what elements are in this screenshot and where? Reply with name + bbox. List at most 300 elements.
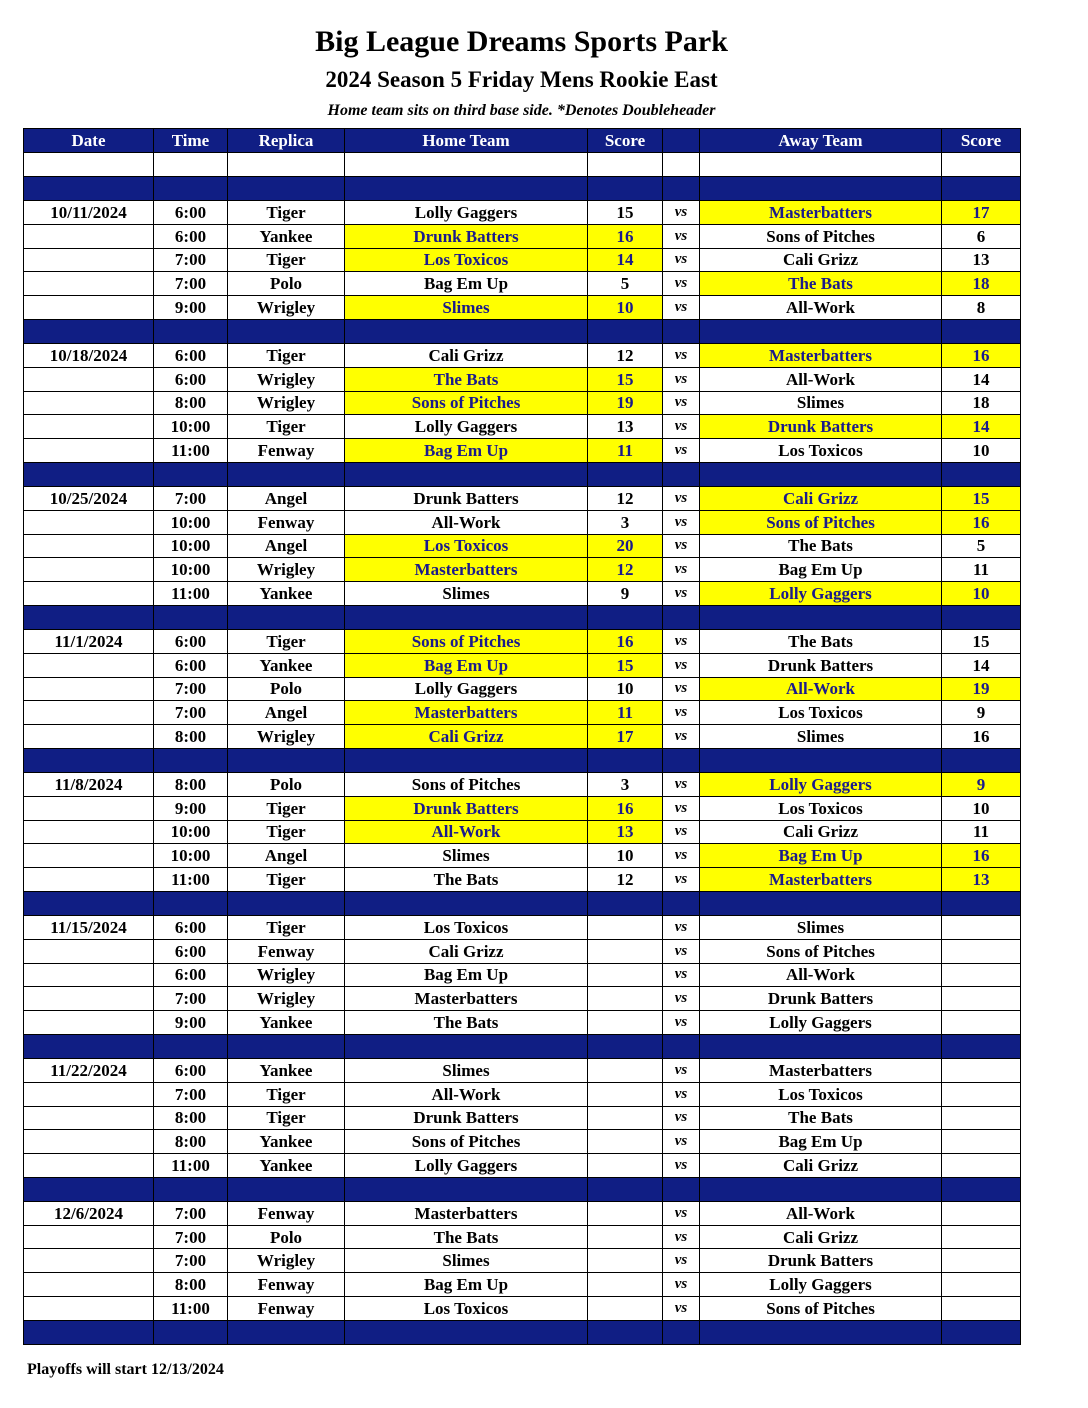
vs-label: vs [663, 1201, 700, 1225]
home-team: Los Toxicos [345, 534, 588, 558]
away-score: 10 [942, 582, 1021, 606]
home-score [588, 1106, 663, 1130]
game-replica: Yankee [228, 224, 345, 248]
game-replica: Tiger [228, 915, 345, 939]
vs-label: vs [663, 1106, 700, 1130]
game-date: 10/25/2024 [24, 486, 154, 510]
game-replica: Wrigley [228, 1249, 345, 1273]
game-replica: Polo [228, 272, 345, 296]
away-score [942, 915, 1021, 939]
seating-note: Home team sits on third base side. *Denotes Doubleheader [327, 102, 716, 119]
home-score: 15 [588, 653, 663, 677]
game-date: 11/15/2024 [24, 915, 154, 939]
home-team: Bag Em Up [345, 1273, 588, 1297]
week-separator [24, 748, 1021, 772]
playoffs-note: Playoffs will start 12/13/2024 [27, 1361, 224, 1378]
week-separator [24, 605, 1021, 629]
game-time: 7:00 [154, 1082, 228, 1106]
vs-label: vs [663, 677, 700, 701]
game-row [24, 391, 1021, 415]
away-score: 19 [942, 677, 1021, 701]
away-team: Bag Em Up [700, 1130, 942, 1154]
away-team: Sons of Pitches [700, 1297, 942, 1321]
away-score: 14 [942, 415, 1021, 439]
home-score: 9 [588, 582, 663, 606]
game-date [24, 796, 154, 820]
away-score [942, 1130, 1021, 1154]
away-team: Bag Em Up [700, 844, 942, 868]
game-replica: Tiger [228, 201, 345, 225]
home-team: Slimes [345, 582, 588, 606]
away-team: Los Toxicos [700, 1082, 942, 1106]
home-team: Slimes [345, 1058, 588, 1082]
game-replica: Fenway [228, 510, 345, 534]
away-team: Drunk Batters [700, 415, 942, 439]
away-score: 13 [942, 248, 1021, 272]
away-team: Masterbatters [700, 868, 942, 892]
game-replica: Yankee [228, 1130, 345, 1154]
game-replica: Fenway [228, 939, 345, 963]
away-team: The Bats [700, 272, 942, 296]
game-date [24, 510, 154, 534]
vs-label: vs [663, 1130, 700, 1154]
game-replica: Wrigley [228, 558, 345, 582]
home-score: 19 [588, 391, 663, 415]
game-row [24, 1106, 1021, 1130]
game-date [24, 1249, 154, 1273]
home-team: Los Toxicos [345, 915, 588, 939]
game-row [24, 1011, 1021, 1035]
game-time: 7:00 [154, 1201, 228, 1225]
home-score [588, 1011, 663, 1035]
game-date [24, 391, 154, 415]
home-score: 15 [588, 367, 663, 391]
game-time: 6:00 [154, 343, 228, 367]
vs-label: vs [663, 987, 700, 1011]
home-team: Cali Grizz [345, 939, 588, 963]
game-time: 6:00 [154, 653, 228, 677]
away-team: Sons of Pitches [700, 939, 942, 963]
game-row [24, 1082, 1021, 1106]
away-score [942, 1011, 1021, 1035]
vs-label: vs [663, 1225, 700, 1249]
game-replica: Yankee [228, 1154, 345, 1178]
vs-label: vs [663, 629, 700, 653]
away-score [942, 1106, 1021, 1130]
away-score [942, 1225, 1021, 1249]
home-score: 11 [588, 701, 663, 725]
game-time: 6:00 [154, 1058, 228, 1082]
game-row [24, 701, 1021, 725]
vs-label: vs [663, 939, 700, 963]
home-team: Bag Em Up [345, 272, 588, 296]
col-header-home-team: Home Team [345, 129, 588, 153]
home-team: The Bats [345, 868, 588, 892]
game-time: 6:00 [154, 963, 228, 987]
game-replica: Tiger [228, 1082, 345, 1106]
game-row [24, 415, 1021, 439]
header-row [24, 129, 1021, 153]
week-separator [24, 1320, 1021, 1344]
week-separator [24, 177, 1021, 201]
game-row [24, 486, 1021, 510]
game-row [24, 1201, 1021, 1225]
game-date [24, 939, 154, 963]
schedule-body [24, 129, 1021, 1345]
vs-label: vs [663, 391, 700, 415]
game-time: 8:00 [154, 725, 228, 749]
home-team: Drunk Batters [345, 224, 588, 248]
home-score: 16 [588, 796, 663, 820]
home-score [588, 939, 663, 963]
away-score: 11 [942, 820, 1021, 844]
home-team: Slimes [345, 1249, 588, 1273]
game-replica: Tiger [228, 796, 345, 820]
game-replica: Yankee [228, 1011, 345, 1035]
game-row [24, 1273, 1021, 1297]
vs-label: vs [663, 415, 700, 439]
away-team: Cali Grizz [700, 486, 942, 510]
vs-label: vs [663, 367, 700, 391]
game-time: 6:00 [154, 201, 228, 225]
game-time: 7:00 [154, 248, 228, 272]
col-header-home-score: Score [588, 129, 663, 153]
home-team: Lolly Gaggers [345, 677, 588, 701]
game-date [24, 963, 154, 987]
game-date [24, 415, 154, 439]
game-row [24, 1225, 1021, 1249]
home-score: 16 [588, 629, 663, 653]
away-team: Lolly Gaggers [700, 772, 942, 796]
game-replica: Fenway [228, 1273, 345, 1297]
game-row [24, 820, 1021, 844]
vs-label: vs [663, 1058, 700, 1082]
vs-label: vs [663, 224, 700, 248]
game-row [24, 1058, 1021, 1082]
game-replica: Polo [228, 1225, 345, 1249]
game-date [24, 367, 154, 391]
game-time: 8:00 [154, 1130, 228, 1154]
game-date [24, 558, 154, 582]
game-date [24, 1273, 154, 1297]
game-row [24, 582, 1021, 606]
vs-label: vs [663, 201, 700, 225]
game-time: 6:00 [154, 224, 228, 248]
home-score: 10 [588, 677, 663, 701]
vs-label: vs [663, 510, 700, 534]
vs-label: vs [663, 796, 700, 820]
game-time: 6:00 [154, 915, 228, 939]
home-team: The Bats [345, 1225, 588, 1249]
game-row [24, 963, 1021, 987]
game-time: 8:00 [154, 1106, 228, 1130]
home-score [588, 1082, 663, 1106]
away-team: Los Toxicos [700, 796, 942, 820]
game-date [24, 1011, 154, 1035]
game-date [24, 987, 154, 1011]
home-team: Drunk Batters [345, 796, 588, 820]
home-score [588, 1225, 663, 1249]
away-team: Slimes [700, 391, 942, 415]
game-date [24, 248, 154, 272]
vs-label: vs [663, 820, 700, 844]
home-team: The Bats [345, 367, 588, 391]
game-time: 7:00 [154, 701, 228, 725]
away-score: 18 [942, 272, 1021, 296]
home-team: Drunk Batters [345, 1106, 588, 1130]
week-separator [24, 319, 1021, 343]
away-score: 14 [942, 653, 1021, 677]
game-date [24, 534, 154, 558]
game-replica: Tiger [228, 248, 345, 272]
home-team: Cali Grizz [345, 343, 588, 367]
vs-label: vs [663, 844, 700, 868]
game-date [24, 653, 154, 677]
game-replica: Polo [228, 677, 345, 701]
col-header-away-score: Score [942, 129, 1021, 153]
away-score: 15 [942, 486, 1021, 510]
game-replica: Tiger [228, 820, 345, 844]
game-time: 7:00 [154, 1249, 228, 1273]
game-row [24, 939, 1021, 963]
week-separator [24, 891, 1021, 915]
game-time: 6:00 [154, 629, 228, 653]
away-score: 16 [942, 725, 1021, 749]
game-replica: Tiger [228, 415, 345, 439]
home-score: 16 [588, 224, 663, 248]
away-team: Slimes [700, 725, 942, 749]
game-row [24, 1154, 1021, 1178]
home-team: Los Toxicos [345, 248, 588, 272]
game-replica: Angel [228, 701, 345, 725]
game-date [24, 1297, 154, 1321]
game-date [24, 224, 154, 248]
game-time: 6:00 [154, 367, 228, 391]
away-score [942, 1058, 1021, 1082]
blank-row [24, 153, 1021, 177]
game-time: 8:00 [154, 391, 228, 415]
game-time: 7:00 [154, 272, 228, 296]
home-score [588, 1130, 663, 1154]
vs-label: vs [663, 296, 700, 320]
home-team: Masterbatters [345, 987, 588, 1011]
away-team: The Bats [700, 1106, 942, 1130]
game-row [24, 987, 1021, 1011]
col-header-date: Date [24, 129, 154, 153]
home-score: 15 [588, 201, 663, 225]
away-team: Lolly Gaggers [700, 1011, 942, 1035]
away-team: Cali Grizz [700, 248, 942, 272]
game-replica: Wrigley [228, 725, 345, 749]
game-replica: Tiger [228, 343, 345, 367]
home-team: Lolly Gaggers [345, 201, 588, 225]
vs-label: vs [663, 1011, 700, 1035]
game-replica: Wrigley [228, 296, 345, 320]
home-score [588, 1273, 663, 1297]
home-team: Cali Grizz [345, 725, 588, 749]
away-team: Bag Em Up [700, 558, 942, 582]
away-team: The Bats [700, 534, 942, 558]
away-score: 9 [942, 772, 1021, 796]
home-team: Masterbatters [345, 558, 588, 582]
game-date [24, 1154, 154, 1178]
home-score [588, 1201, 663, 1225]
home-team: Slimes [345, 296, 588, 320]
away-score: 17 [942, 201, 1021, 225]
home-team: Masterbatters [345, 701, 588, 725]
game-time: 10:00 [154, 534, 228, 558]
away-score [942, 1201, 1021, 1225]
game-time: 8:00 [154, 772, 228, 796]
away-score: 11 [942, 558, 1021, 582]
home-score: 12 [588, 868, 663, 892]
away-score [942, 1082, 1021, 1106]
home-score [588, 1249, 663, 1273]
home-score [588, 915, 663, 939]
game-date [24, 272, 154, 296]
away-team: All-Work [700, 367, 942, 391]
away-team: All-Work [700, 677, 942, 701]
game-time: 11:00 [154, 1297, 228, 1321]
home-score: 13 [588, 415, 663, 439]
game-row [24, 224, 1021, 248]
game-replica: Yankee [228, 1058, 345, 1082]
vs-label: vs [663, 1249, 700, 1273]
away-team: Masterbatters [700, 201, 942, 225]
vs-label: vs [663, 772, 700, 796]
game-row [24, 1297, 1021, 1321]
game-date [24, 844, 154, 868]
game-row [24, 558, 1021, 582]
away-team: All-Work [700, 1201, 942, 1225]
vs-label: vs [663, 701, 700, 725]
game-date [24, 868, 154, 892]
game-row [24, 1130, 1021, 1154]
home-team: Sons of Pitches [345, 629, 588, 653]
game-row [24, 677, 1021, 701]
game-date [24, 1082, 154, 1106]
home-team: All-Work [345, 1082, 588, 1106]
home-team: Bag Em Up [345, 963, 588, 987]
home-score [588, 1058, 663, 1082]
home-team: Lolly Gaggers [345, 415, 588, 439]
game-row [24, 534, 1021, 558]
home-team: Sons of Pitches [345, 1130, 588, 1154]
away-team: Lolly Gaggers [700, 582, 942, 606]
away-team: Drunk Batters [700, 1249, 942, 1273]
vs-label: vs [663, 963, 700, 987]
game-time: 7:00 [154, 1225, 228, 1249]
game-date: 11/1/2024 [24, 629, 154, 653]
game-date [24, 820, 154, 844]
vs-label: vs [663, 272, 700, 296]
col-header-replica: Replica [228, 129, 345, 153]
vs-label: vs [663, 868, 700, 892]
game-time: 9:00 [154, 1011, 228, 1035]
home-score [588, 1297, 663, 1321]
game-date [24, 439, 154, 463]
game-time: 9:00 [154, 796, 228, 820]
game-replica: Angel [228, 534, 345, 558]
away-score [942, 1297, 1021, 1321]
home-score: 11 [588, 439, 663, 463]
game-replica: Wrigley [228, 391, 345, 415]
home-score: 12 [588, 558, 663, 582]
game-replica: Wrigley [228, 963, 345, 987]
away-team: Los Toxicos [700, 439, 942, 463]
home-team: Drunk Batters [345, 486, 588, 510]
game-row [24, 439, 1021, 463]
game-date [24, 725, 154, 749]
home-score: 20 [588, 534, 663, 558]
home-score [588, 963, 663, 987]
away-score: 14 [942, 367, 1021, 391]
away-team: Lolly Gaggers [700, 1273, 942, 1297]
vs-label: vs [663, 1082, 700, 1106]
game-time: 10:00 [154, 558, 228, 582]
game-time: 7:00 [154, 987, 228, 1011]
game-time: 6:00 [154, 939, 228, 963]
game-replica: Wrigley [228, 367, 345, 391]
week-separator [24, 1177, 1021, 1201]
game-time: 8:00 [154, 1273, 228, 1297]
home-team: All-Work [345, 820, 588, 844]
home-score: 10 [588, 844, 663, 868]
home-score: 3 [588, 510, 663, 534]
home-team: Los Toxicos [345, 1297, 588, 1321]
away-team: Cali Grizz [700, 1154, 942, 1178]
col-header-away-team: Away Team [700, 129, 942, 153]
game-replica: Angel [228, 844, 345, 868]
game-row [24, 201, 1021, 225]
home-score: 17 [588, 725, 663, 749]
game-row [24, 296, 1021, 320]
away-team: All-Work [700, 296, 942, 320]
away-score: 16 [942, 844, 1021, 868]
game-replica: Fenway [228, 1201, 345, 1225]
vs-label: vs [663, 1273, 700, 1297]
week-separator [24, 462, 1021, 486]
away-score [942, 987, 1021, 1011]
game-time: 11:00 [154, 439, 228, 463]
vs-label: vs [663, 343, 700, 367]
game-replica: Tiger [228, 1106, 345, 1130]
game-date [24, 1225, 154, 1249]
game-date [24, 296, 154, 320]
away-score: 13 [942, 868, 1021, 892]
game-time: 10:00 [154, 844, 228, 868]
away-score [942, 1273, 1021, 1297]
game-row [24, 1249, 1021, 1273]
game-replica: Fenway [228, 439, 345, 463]
game-date: 11/22/2024 [24, 1058, 154, 1082]
vs-label: vs [663, 582, 700, 606]
home-score: 3 [588, 772, 663, 796]
col-header-vs [663, 129, 700, 153]
game-date [24, 1130, 154, 1154]
game-date [24, 677, 154, 701]
away-score: 16 [942, 343, 1021, 367]
away-team: Cali Grizz [700, 820, 942, 844]
away-score: 15 [942, 629, 1021, 653]
game-row [24, 367, 1021, 391]
game-date [24, 701, 154, 725]
game-time: 9:00 [154, 296, 228, 320]
home-team: Lolly Gaggers [345, 1154, 588, 1178]
week-separator [24, 1034, 1021, 1058]
game-date [24, 1106, 154, 1130]
page-title: Big League Dreams Sports Park [315, 25, 728, 58]
